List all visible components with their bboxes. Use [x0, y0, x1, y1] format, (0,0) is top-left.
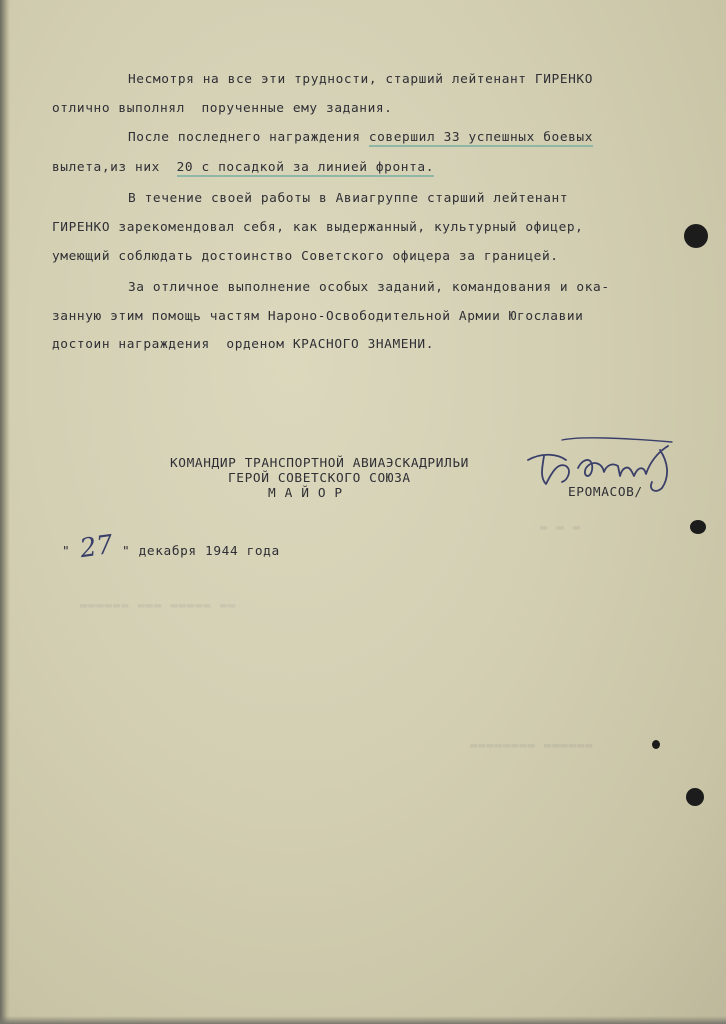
date-open-quote: ": [62, 544, 71, 559]
bleed-through-text: ▬ ▬ ▬: [540, 520, 582, 534]
paragraph-line: умеющий соблюдать достоинство Советского офицера за границей.: [52, 249, 559, 264]
handwritten-day: 27: [78, 529, 116, 565]
signature-title-line: ГЕРОЙ СОВЕТСКОГО СОЮЗА: [228, 471, 411, 486]
page-bottom-edge: [0, 1016, 726, 1024]
punch-hole: [686, 788, 704, 806]
paragraph-line: занную этим помощь частям Нароно-Освободительной Армии Югославии: [52, 309, 584, 324]
punch-hole: [690, 520, 706, 534]
highlighted-text: 20 с посадкой за линией фронта.: [176, 160, 435, 175]
paragraph-line: ГИРЕНКО зарекомендовал себя, как выдержанный, культурный офицер,: [52, 220, 584, 235]
paragraph-line: За отличное выполнение особых заданий, командования и ока-: [128, 280, 610, 295]
paragraph-line: отлично выполнял порученные ему задания.: [52, 101, 393, 116]
bleed-through-text: ▬▬▬▬▬▬▬▬ ▬▬▬▬▬▬: [470, 738, 594, 752]
handwritten-signature: [522, 432, 682, 498]
bleed-through-text: ▬▬▬▬▬▬ ▬▬▬ ▬▬▬▬▬ ▬▬: [80, 598, 237, 612]
page-left-edge: [0, 0, 10, 1024]
paragraph-line: [128, 130, 593, 146]
date-text: " декабря 1944 года: [122, 544, 280, 559]
signature-rank-line: М А Й О Р: [268, 486, 343, 501]
paragraph-line: Несмотря на все эти трудности, старший лейтенант ГИРЕНКО: [128, 72, 594, 87]
signatory-name: ЕРОМАСОВ/: [568, 485, 643, 500]
text-span: вылета,из них: [52, 160, 177, 175]
text-span: После последнего награждения: [128, 130, 369, 145]
signature-title-line: КОМАНДИР ТРАНСПОРТНОЙ АВИАЭСКАДРИЛЬИ: [170, 456, 469, 471]
highlighted-text: совершил 33 успешных боевых: [368, 130, 594, 145]
paragraph-line: достоин награждения орденом КРАСНОГО ЗНАМЕНИ.: [52, 337, 435, 352]
paragraph-line: [52, 160, 434, 176]
punch-hole: [684, 224, 708, 248]
paragraph-line: В течение своей работы в Авиагруппе старший лейтенант: [128, 191, 569, 206]
punch-hole: [652, 740, 660, 749]
